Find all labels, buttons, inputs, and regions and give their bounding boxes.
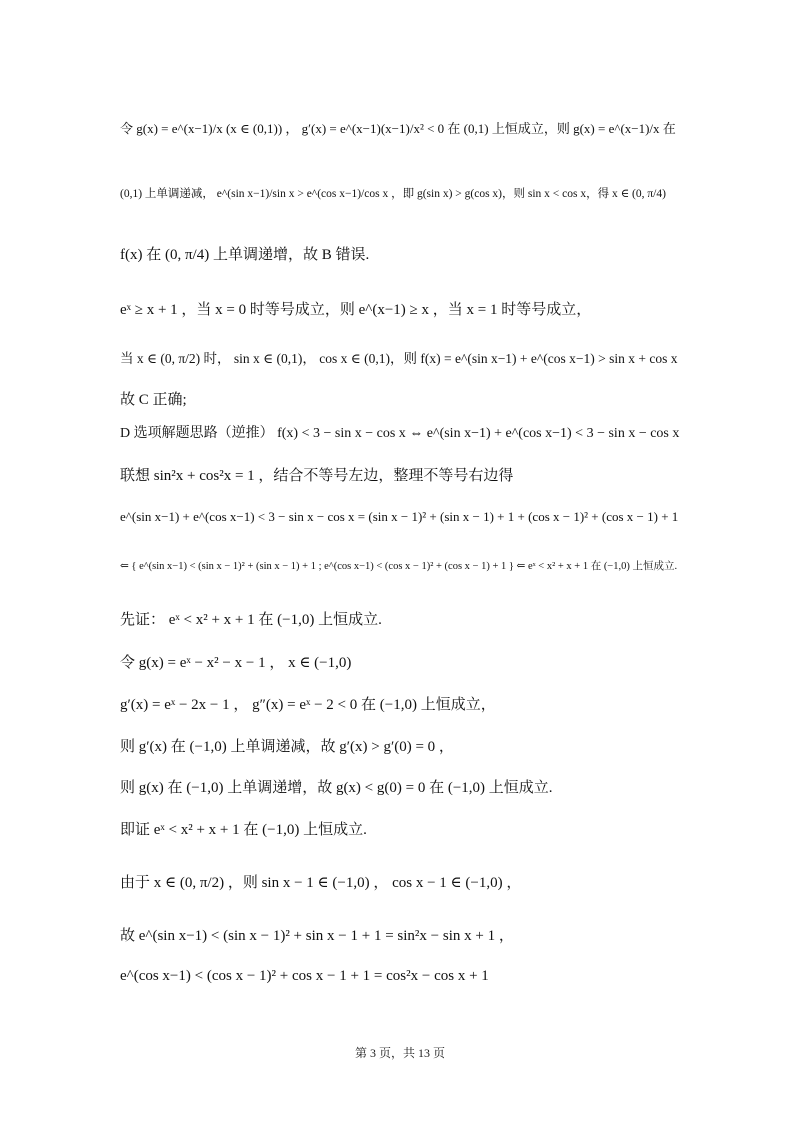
math-line-19: e^(cos x−1) < (cos x − 1)² + cos x − 1 + 1 = cos²x − cos x + 1 — [120, 968, 489, 984]
math-line-17: 由于 x ∈ (0, π/2) ，则 sin x − 1 ∈ (−1,0) ， cos x − 1 ∈ (−1,0) ， — [120, 875, 522, 891]
math-line-14: 则 g′(x) 在 (−1,0) 上单调递减，故 g′(x) > g′(0) = 0 ， — [120, 739, 454, 755]
math-line-18: 故 e^(sin x−1) < (sin x − 1)² + sin x − 1 + 1 = sin²x − sin x + 1 ， — [120, 928, 514, 944]
page-footer: 第 3 页，共 13 页 — [354, 1046, 445, 1060]
math-line-1: 令 g(x) = e^(x−1)/x (x ∈ (0,1)) ， g′(x) = e^(x−1)(x−1)/x² < 0 在 (0,1) 上恒成立，则 g(x) = e^(x−1)/x 在 — [120, 121, 676, 136]
math-line-13: g′(x) = eˣ − 2x − 1 ， g″(x) = eˣ − 2 < 0 在 (−1,0) 上恒成立， — [120, 697, 496, 713]
math-line-4: eˣ ≥ x + 1 ，当 x = 0 时等号成立，则 e^(x−1) ≥ x ，当 x = 1 时等号成立， — [120, 302, 592, 318]
math-line-11: 先证： eˣ < x² + x + 1 在 (−1,0) 上恒成立. — [120, 612, 382, 628]
math-line-10: ⇐ { e^(sin x−1) < (sin x − 1)² + (sin x − 1) + 1 ; e^(cos x−1) < (cos x − 1)² + (cos x − 1) + 1 } ⇐ eˣ < x² + x + 1 在 (−1,0) 上恒成立. — [120, 561, 678, 572]
math-line-5: 当 x ∈ (0, π/2) 时， sin x ∈ (0,1)， cos x ∈ (0,1)，则 f(x) = e^(sin x−1) + e^(cos x−1) > sin x + cos x — [120, 351, 678, 366]
math-line-15: 则 g(x) 在 (−1,0) 上单调递增，故 g(x) < g(0) = 0 在 (−1,0) 上恒成立. — [120, 780, 553, 796]
math-line-7: D 选项解题思路（逆推） f(x) < 3 − sin x − cos x ⇔ e^(sin x−1) + e^(cos x−1) < 3 − sin x − cos x — [120, 426, 680, 441]
math-line-2: (0,1) 上单调递减， e^(sin x−1)/sin x > e^(cos x−1)/cos x ，即 g(sin x) > g(cos x)，则 sin x < cos x，得 x ∈ (0, π/4) — [120, 188, 666, 200]
math-line-3: f(x) 在 (0, π/4) 上单调递增，故 B 错误. — [120, 247, 370, 263]
math-line-8: 联想 sin²x + cos²x = 1 ，结合不等号左边，整理不等号右边得 — [120, 468, 514, 484]
math-line-12: 令 g(x) = eˣ − x² − x − 1 ， x ∈ (−1,0) — [120, 655, 352, 671]
math-line-6: 故 C 正确; — [120, 392, 187, 408]
math-line-9: e^(sin x−1) + e^(cos x−1) < 3 − sin x − cos x = (sin x − 1)² + (sin x − 1) + 1 + (cos x − 1)² + (cos x − 1) + 1 — [120, 509, 679, 524]
math-line-16: 即证 eˣ < x² + x + 1 在 (−1,0) 上恒成立. — [120, 822, 367, 838]
